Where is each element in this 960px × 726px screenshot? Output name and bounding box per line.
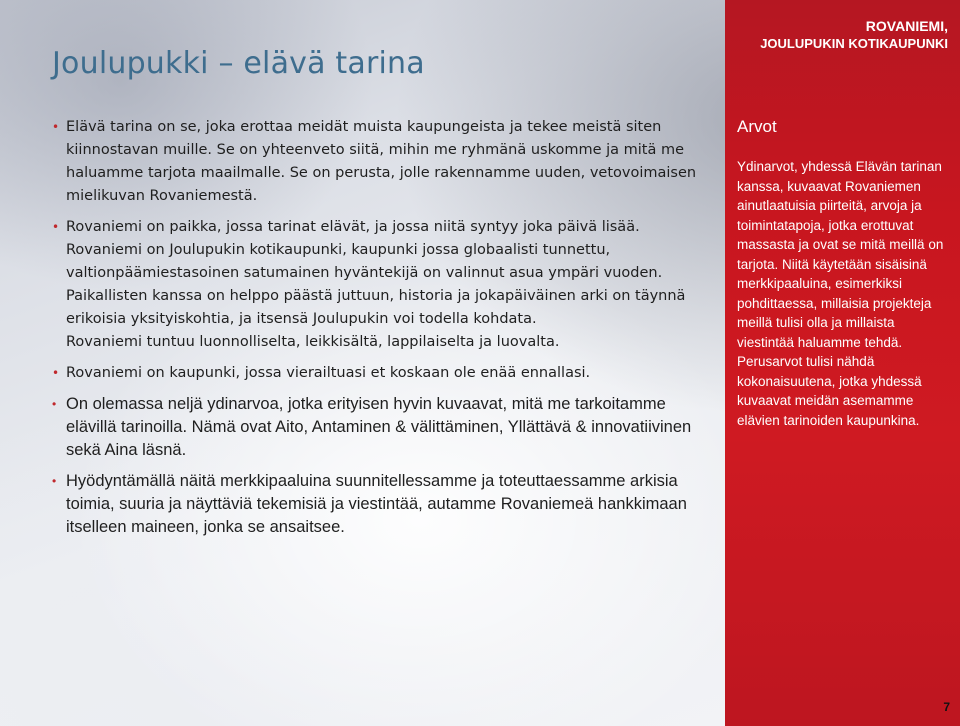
values-sidebar xyxy=(725,0,960,726)
header-city: ROVANIEMI, xyxy=(865,18,948,34)
bullet-paragraph: Rovaniemi on paikka, jossa tarinat elävät, ja jossa niitä syntyy joka päivä lisää. xyxy=(66,219,640,235)
bullet-paragraph: Rovaniemi on Joulupukin kotikaupunki, kaupunki jossa globaalisti tunnettu, valtionpäämiestasoinen satumainen hyväntekijä on valinnut asua ympäri vuoden. xyxy=(66,242,663,281)
sidebar-header xyxy=(760,18,948,52)
bullet-dot-icon: • xyxy=(52,474,57,488)
bullet-paragraph: Hyödyntämällä näitä merkkipaaluina suunnitellessamme ja toteuttaessamme arkisia toimia, suuria ja näyttäviä tekemisiä ja viestintää, autamme Rovaniemeä hankkimaan itselleen maineen, jonka se ansaitsee. xyxy=(66,472,687,536)
slide-title: Joulupukki – elävä tarina xyxy=(52,46,425,81)
bullet-item xyxy=(52,470,712,539)
header-subtitle: JOULUPUKIN KOTIKAUPUNKI xyxy=(760,36,948,51)
bullet-item xyxy=(52,216,712,354)
sidebar-title: Arvot xyxy=(737,117,777,136)
bullet-item xyxy=(52,116,712,208)
bullet-paragraph: On olemassa neljä ydinarvoa, jotka erityisen hyvin kuvaavat, mitä me tarkoitamme elävillä tarinoilla. Nämä ovat Aito, Antaminen & välittäminen, Yllättävä & innovatiivinen sekä Aina läsnä. xyxy=(66,395,692,459)
bullet-item xyxy=(52,362,712,385)
bullet-paragraph: Rovaniemi tuntuu luonnolliselta, leikkisältä, lappilaiselta ja luovalta. xyxy=(66,334,560,350)
bullet-dot-icon: • xyxy=(52,397,57,411)
bullet-dot-icon: • xyxy=(52,120,60,134)
bullet-paragraph: Rovaniemi on kaupunki, jossa vierailtuasi et koskaan ole enää ennallasi. xyxy=(66,365,591,381)
bullet-paragraph: Paikallisten kanssa on helppo päästä juttuun, historia ja jokapäiväinen arki on täynnä erikoisia yksityiskohtia, ja itsensä Joulupukin voi todella kohdata. xyxy=(66,288,686,327)
sidebar-text: Ydinarvot, yhdessä Elävän tarinan kanssa, kuvaavat Rovaniemen ainutlaatuisia piirteitä, arvoja ja toimintatapoja, jotka erottuvat massasta ja ovat se mitä meillä on tarjota. Niitä käytetään sisäisinä merkkipaaluina, esimerkiksi pohdittaessa, millaisia projekteja meillä tulisi olla ja millaista viestintää haluamme tehdä. Perusarvot tulisi nähdä kokonaisuutena, jotka yhdessä kuvaavat meidän asemamme elävien tarinoiden kaupunkina. xyxy=(737,159,944,428)
slide-content xyxy=(52,116,712,547)
bullet-item xyxy=(52,393,712,462)
bullet-paragraph: Elävä tarina on se, joka erottaa meidät muista kaupungeista ja tekee meistä siten kiinnostavan muille. Se on yhteenveto siitä, mihin me ryhmänä uskomme ja mitä me haluamme tarjota maailmalle. Se on perusta, jolle rakennamme uuden, vetovoimaisen mielikuvan Rovaniemestä. xyxy=(66,119,697,204)
bullet-dot-icon: • xyxy=(52,220,60,234)
bullet-dot-icon: • xyxy=(52,366,60,380)
page-number: 7 xyxy=(943,700,950,714)
